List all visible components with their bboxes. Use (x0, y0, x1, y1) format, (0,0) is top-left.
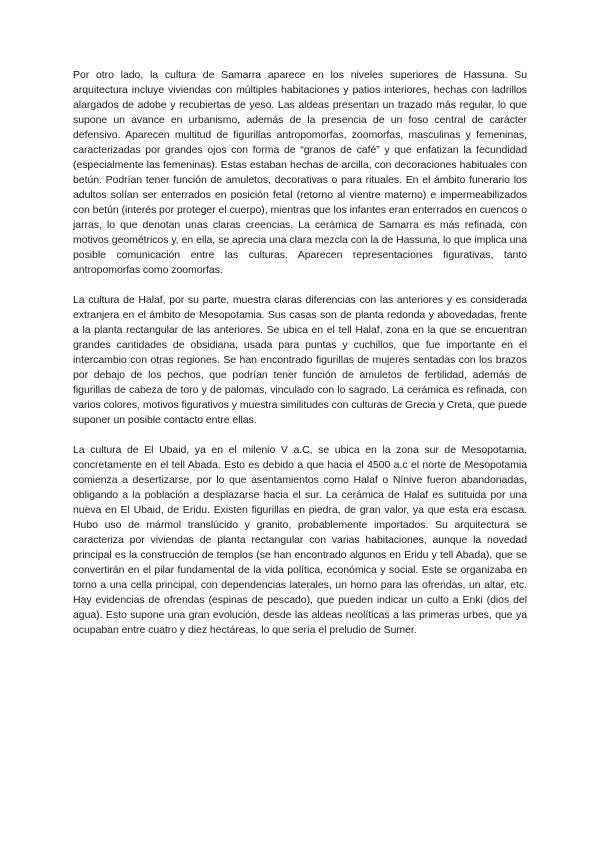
paragraph-samarra: Por otro lado, la cultura de Samarra aparece en los niveles superiores de Hassuna. Su arquitectura incluye viviendas con múltiples habitaciones y patios interiores, hechas con ladrillos alargados de adobe y recubiertas de yeso. Las aldeas presentan un trazado más regular, lo que supone un avance en urbanismo, además de la presencia de un foso central de carácter defensivo. Aparecen multitud de figurillas antropomorfas, zoomorfas, masculinas y femeninas, caracterizadas por grandes ojos con forma de “granos de café” y que enfatizan la fecundidad (especialmente las femeninas). Estas estaban hechas de arcilla, con decoraciones habituales con betún. Podrían tener función de amuletos, decorativas o para rituales. En el ámbito funerario los adultos solían ser enterrados en posición fetal (retorno al vientre materno) e impermeabilizados con betún (interés por proteger el cuerpo), mientras que los infantes eran enterrados en cuencos o jarras, lo que denotan unas claras creencias. La cerámica de Samarra es más refinada, con motivos geométricos y, en ella, se aprecia una clara mezcla con la de Hassuna, lo que implica una posible comunicación entre las culturas. Aparecen representaciones figurativas, tanto antropomorfas como zoomorfas. (73, 69, 527, 276)
paragraph-halaf: La cultura de Halaf, por su parte, muestra claras diferencias con las anteriores y es considerada extranjera en el ámbito de Mesopotamia. Sus casas son de planta redonda y abovedadas, frente a la planta rectangular de las anteriores. Se ubica en el tell Halaf, zona en la que se encuentran grandes cantidades de obsidiana, usada para puntas y cuchillos, que fue importante en el intercambio con otras regiones. Se han encontrado figurillas de mujeres sentadas con los brazos por debajo de los pechos, que podrían tener función de amuletos de fertilidad, además de figurillas de cabeza de toro y de palomas, vinculado con lo sagrado. La cerámica es refinada, con varios colores, motivos figurativos y muestra similitudes con culturas de Grecia y Creta, que puede suponer un posible contacto entre ellas. (73, 294, 527, 426)
document-body (73, 68, 527, 638)
paragraph-el-ubaid: La cultura de El Ubaid, ya en el milenio V a.C, se ubica en la zona sur de Mesopotamia, concretamente en el tell Abada. Esto es debido a que hacia el 4500 a.c el norte de Mesopotamia comienza a desertizarse, por lo que asentamientos como Halaf o Nínive fueron abandonadas, obligando a la población a desplazarse hacia el sur. La cerámica de Halaf es sutituida por una nueva en El Ubaid, de Eridu. Existen figurillas en piedra, de gran valor, ya que esta era escasa. Hubo uso de mármol translúcido y granito, probablemente importados. Su arquitectura se caracteriza por viviendas de planta rectangular con varias habitaciones, aunque la novedad principal es la construcción de templos (se han encontrado algunos en Eridu y tell Abada), que se convertirán en el pilar fundamental de la vida política, económica y social. Este se organizaba en torno a una cella principal, con dependencias laterales, un horno para las ofrendas, un altar, etc. Hay evidencias de ofrendas (espinas de pescado), que pueden indicar un culto a Enki (dios del agua). Esto supone una gran evolución, desde las aldeas neolíticas a las primeras urbes, que ya ocupaban entre cuatro y diez hectáreas, lo que sería el preludio de Sumer. (73, 444, 527, 636)
